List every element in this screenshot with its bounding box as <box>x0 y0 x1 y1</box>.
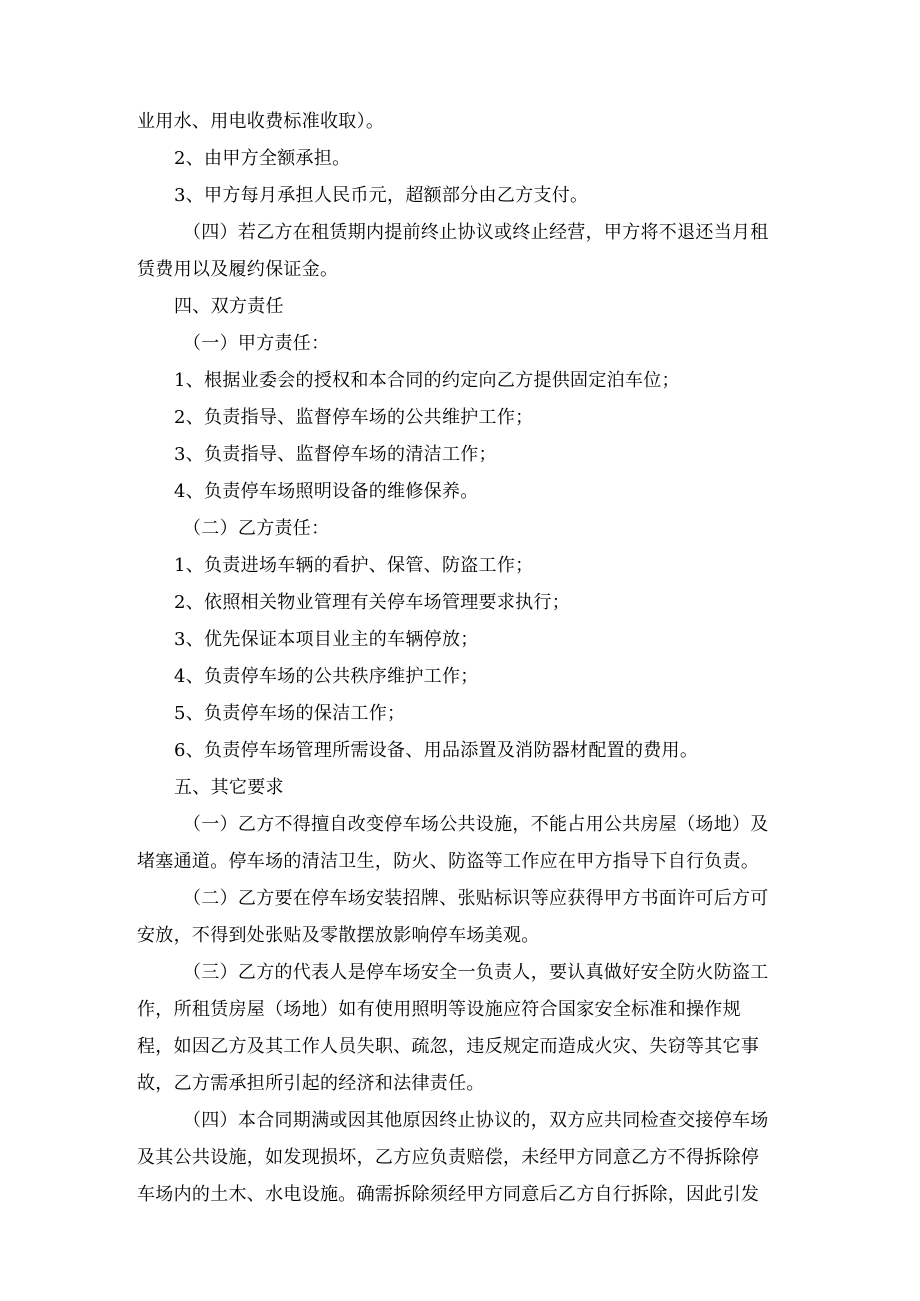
text-line: 赁费用以及履约保证金。 <box>137 259 339 280</box>
text-line: 故，乙方需承担所引起的经济和法律责任。 <box>137 1073 485 1094</box>
text-line: 4、负责停车场照明设备的维修保养。 <box>174 481 479 502</box>
text-line: 5、负责停车场的保洁工作； <box>174 703 406 724</box>
text-line: 车场内的土木、水电设施。确需拆除须经甲方同意后乙方自行拆除，因此引发 <box>137 1184 760 1205</box>
text-line: 3、优先保证本项目业主的车辆停放； <box>174 629 479 650</box>
section-heading: 四、双方责任 <box>174 296 284 317</box>
text-line: 4、负责停车场的公共秩序维护工作； <box>174 666 479 687</box>
text-line: 2、由甲方全额承担。 <box>174 148 351 169</box>
text-line: 2、依照相关物业管理有关停车场管理要求执行； <box>174 592 571 613</box>
text-line: 作，所租赁房屋（场地）如有使用照明等设施应符合国家安全标准和操作规 <box>137 999 741 1020</box>
text-line: 堵塞通道。停车场的清洁卫生，防火、防盗等工作应在甲方指导下自行负责。 <box>137 851 760 872</box>
subsection-heading: （二）乙方责任： <box>183 518 330 539</box>
text-line: （二）乙方要在停车场安装招牌、张贴标识等应获得甲方书面许可后方可 <box>183 888 769 909</box>
text-line: 2、负责指导、监督停车场的公共维护工作； <box>174 407 534 428</box>
text-line: 程，如因乙方及其工作人员失职、疏忽，违反规定而造成火灾、失窃等其它事 <box>137 1036 760 1057</box>
text-line: （三）乙方的代表人是停车场安全一负责人，要认真做好安全防火防盗工 <box>183 962 769 983</box>
section-heading: 五、其它要求 <box>174 777 284 798</box>
text-line: 1、根据业委会的授权和本合同的约定向乙方提供固定泊车位； <box>174 370 680 391</box>
text-line: 6、负责停车场管理所需设备、用品添置及消防器材配置的费用。 <box>174 740 699 761</box>
text-line: 3、甲方每月承担人民币元，超额部分由乙方支付。 <box>174 185 589 206</box>
text-line: （一）乙方不得擅自改变停车场公共设施，不能占用公共房屋（场地）及 <box>183 814 769 835</box>
text-line: 3、负责指导、监督停车场的清洁工作； <box>174 444 497 465</box>
text-line: 安放，不得到处张贴及零散摆放影响停车场美观。 <box>137 925 540 946</box>
text-line: 及其公共设施，如发现损坏，乙方应负责赔偿，未经甲方同意乙方不得拆除停 <box>137 1147 760 1168</box>
text-line: （四）本合同期满或因其他原因终止协议的，双方应共同检查交接停车场 <box>183 1110 769 1131</box>
text-line: 业用水、用电收费标准收取）。 <box>137 111 385 132</box>
text-line: 1、负责进场车辆的看护、保管、防盗工作； <box>174 555 534 576</box>
text-line: （四）若乙方在租赁期内提前终止协议或终止经营，甲方将不退还当月租 <box>183 222 769 243</box>
subsection-heading: （一）甲方责任： <box>183 333 330 354</box>
